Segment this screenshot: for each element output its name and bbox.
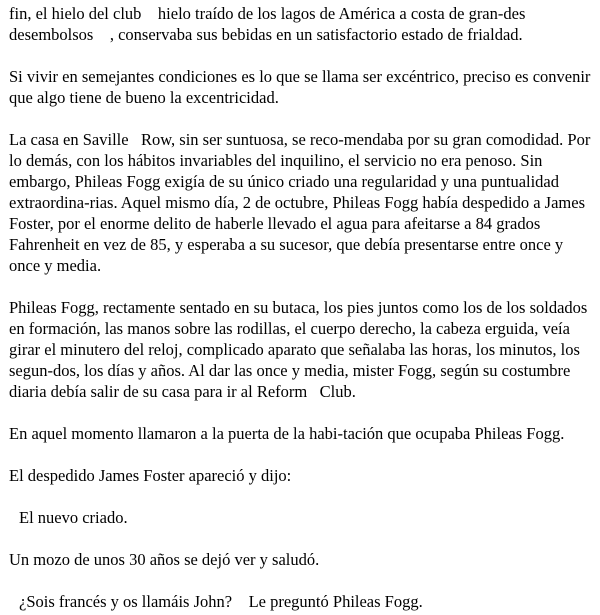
paragraph-phileas-armchair: Phileas Fogg, rectamente sentado en su butaca, los pies juntos como los de los soldados en formación, las manos sobre las rodillas, el cuerpo derecho, la cabeza erguida, veía girar el minutero del reloj, complicado aparato que señalaba las horas, los minutos, los segun-dos, los días y años. Al dar las once y media, mister Fogg, según su costumbre diaria debía salir de su casa para ir al Reform Club. <box>9 298 592 401</box>
dialogue-new-servant: El nuevo criado. <box>19 508 128 527</box>
paragraph-saville-row: La casa en Saville Row, sin ser suntuosa, se reco-mendaba por su gran comodidad. Por lo demás, con los hábitos invariables del inquilino, el servicio no era penoso. Sin embargo, Phileas Fogg exigía de su único criado una regularidad y una puntualidad extraordina-rias. Aquel mismo día, 2 de octubre, Phileas Fogg había despedido a James Foster, por el enorme delito de haberle llevado el agua para afeitarse a 84 grados Fahrenheit en vez de 85, y esperaba a su sucesor, que debía presentarse entre once y once y media. <box>9 130 595 275</box>
paragraph-young-man: Un mozo de unos 30 años se dejó ver y saludó. <box>9 550 320 569</box>
dialogue-question-john: ¿Sois francés y os llamáis John? Le preguntó Phileas Fogg. <box>19 592 423 611</box>
document-body <box>9 3 595 612</box>
paragraph-knock-door: En aquel momento llamaron a la puerta de la habi-tación que ocupaba Phileas Fogg. <box>9 424 565 443</box>
paragraph-eccentricity: Si vivir en semejantes condiciones es lo que se llama ser excéntrico, preciso es convenir que algo tiene de bueno la excentricidad. <box>9 67 595 107</box>
paragraph-james-foster: El despedido James Foster apareció y dijo: <box>9 466 292 485</box>
paragraph-ice-club: fin, el hielo del club hielo traído de los lagos de América a costa de gran-des desembolsos , conservaba sus bebidas en un satisfactorio estado de frialdad. <box>9 4 530 44</box>
